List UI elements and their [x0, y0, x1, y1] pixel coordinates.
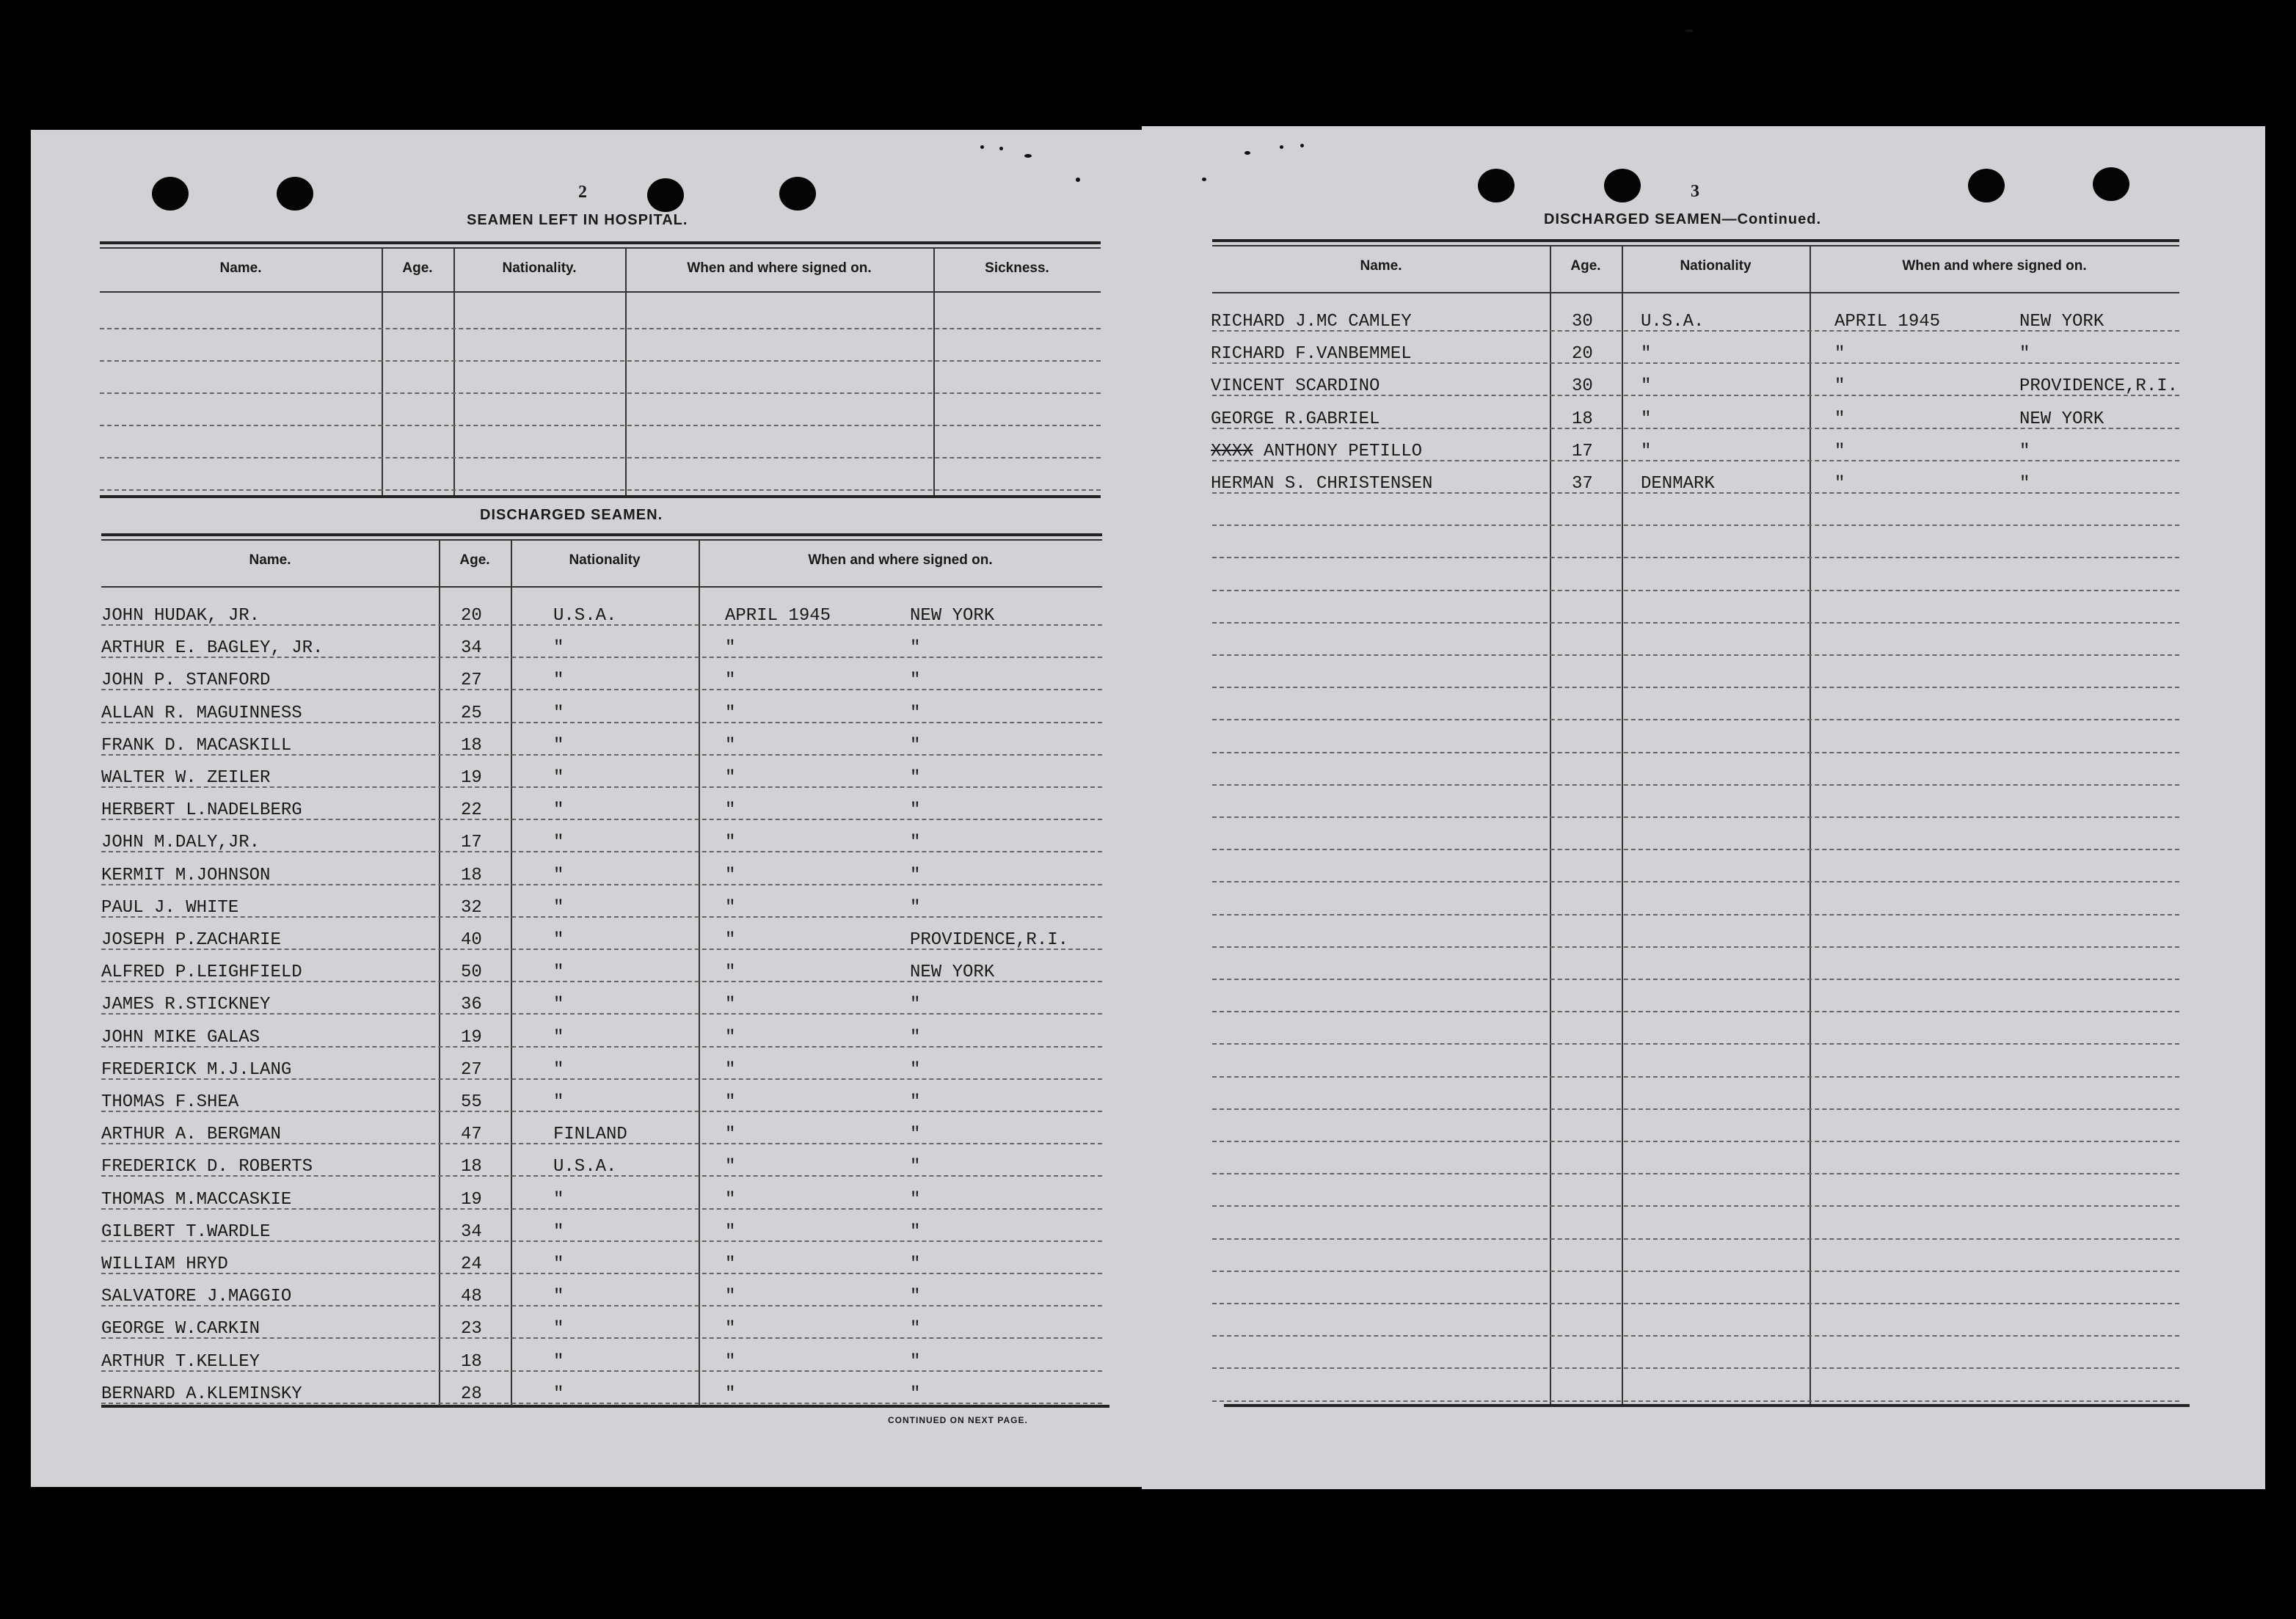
- signed-on-place: NEW YORK: [2019, 409, 2104, 429]
- discharged-header-rule: [101, 586, 1102, 588]
- continued-table-top-rule-2: [1212, 245, 2179, 246]
- seaman-name: SALVATORE J.MAGGIO: [101, 1287, 292, 1307]
- signed-on-date: ": [725, 962, 736, 983]
- signed-on-place: ": [910, 800, 921, 821]
- signed-on-place: ": [910, 1157, 921, 1177]
- seaman-nationality: ": [553, 735, 564, 756]
- ruled-line: [1212, 654, 2179, 656]
- ruled-line: [1212, 1205, 2179, 1207]
- signed-on-place: ": [2019, 441, 2030, 461]
- seaman-name: ARTHUR T.KELLEY: [101, 1351, 260, 1372]
- signed-on-date: ": [725, 1384, 736, 1404]
- signed-on-date: ": [725, 833, 736, 853]
- signed-on-date: ": [1834, 376, 1845, 397]
- seaman-name: HERBERT L.NADELBERG: [101, 800, 302, 821]
- ruled-line: [1212, 946, 2179, 948]
- signed-on-place: ": [910, 703, 921, 723]
- hospital-blank-line: [100, 425, 1101, 426]
- signed-on-date: ": [725, 930, 736, 950]
- hospital-col-name: Name.: [219, 260, 262, 276]
- scan-speck: [1300, 144, 1304, 147]
- seaman-age: 17: [461, 833, 482, 853]
- continued-col-divider: [1550, 246, 1551, 1404]
- continued-table-top-rule: [1212, 239, 2179, 242]
- hospital-col-when-where: When and where signed on.: [687, 260, 872, 276]
- seaman-nationality: U.S.A.: [553, 606, 617, 626]
- hospital-col-age: Age.: [402, 260, 433, 276]
- signed-on-place: ": [910, 1092, 921, 1112]
- seaman-name: JOHN HUDAK, JR.: [101, 606, 260, 626]
- scan-speck: [1076, 178, 1080, 182]
- signed-on-place: NEW YORK: [910, 962, 995, 983]
- continued-col-age: Age.: [1570, 258, 1601, 274]
- seaman-nationality: ": [553, 995, 564, 1015]
- ruled-line: [1212, 1043, 2179, 1045]
- signed-on-place: PROVIDENCE,R.I.: [910, 930, 1069, 950]
- continued-col-when-where: When and where signed on.: [1902, 258, 2087, 274]
- ruled-line: [1212, 752, 2179, 753]
- seaman-age: 19: [461, 1189, 482, 1210]
- signed-on-date: ": [725, 768, 736, 788]
- signed-on-date: ": [725, 1027, 736, 1048]
- signed-on-place: PROVIDENCE,R.I.: [2019, 376, 2179, 397]
- seaman-nationality: ": [553, 897, 564, 918]
- seaman-name: ARTHUR A. BERGMAN: [101, 1125, 281, 1145]
- signed-on-date: ": [725, 1059, 736, 1080]
- ruled-line: [1212, 1400, 2179, 1402]
- ruled-line: [1212, 525, 2179, 526]
- scan-speck: [1244, 151, 1250, 155]
- seaman-age: 27: [461, 1059, 482, 1080]
- seaman-name: FRANK D. MACASKILL: [101, 735, 292, 756]
- discharged-col-name: Name.: [249, 552, 291, 568]
- ruled-line: [101, 1273, 1102, 1274]
- seaman-age: 19: [461, 1027, 482, 1048]
- seaman-name: JAMES R.STICKNEY: [101, 995, 271, 1015]
- signed-on-place: ": [910, 1254, 921, 1274]
- signed-on-place: NEW YORK: [2019, 312, 2104, 332]
- signed-on-place: ": [910, 1351, 921, 1372]
- signed-on-date: ": [725, 735, 736, 756]
- seaman-name: FREDERICK D. ROBERTS: [101, 1157, 313, 1177]
- seaman-age: 24: [461, 1254, 482, 1274]
- signed-on-date: ": [725, 1157, 736, 1177]
- seaman-nationality: ": [553, 800, 564, 821]
- right-page: [1142, 126, 2265, 1489]
- ruled-line: [1212, 1335, 2179, 1337]
- hospital-blank-line: [100, 328, 1101, 329]
- signed-on-place: ": [910, 638, 921, 659]
- seaman-nationality: ": [553, 1384, 564, 1404]
- seaman-nationality: ": [553, 1092, 564, 1112]
- seaman-nationality: ": [1641, 441, 1652, 461]
- seaman-nationality: ": [553, 1319, 564, 1340]
- discharged-continued-title: DISCHARGED SEAMEN—Continued.: [1544, 211, 1821, 227]
- hospital-blank-line: [100, 489, 1101, 491]
- ruled-line: [1212, 881, 2179, 882]
- seaman-age: 30: [1572, 376, 1593, 397]
- seaman-nationality: ": [553, 638, 564, 659]
- ruled-line: [1212, 1303, 2179, 1304]
- signed-on-date: APRIL 1945: [725, 606, 831, 626]
- signed-on-date: ": [725, 865, 736, 885]
- seaman-age: 37: [1572, 474, 1593, 494]
- seaman-nationality: ": [553, 1221, 564, 1242]
- ruled-line: [1212, 622, 2179, 624]
- hospital-table-top-rule-2: [100, 247, 1101, 249]
- signed-on-place: ": [910, 1319, 921, 1340]
- signed-on-place: ": [910, 1287, 921, 1307]
- ruled-line: [1212, 1108, 2179, 1110]
- seaman-nationality: ": [1641, 409, 1652, 429]
- continued-header-rule: [1212, 292, 2179, 293]
- signed-on-date: ": [725, 670, 736, 691]
- hospital-col-nationality: Nationality.: [502, 260, 577, 276]
- ruled-line: [1212, 1173, 2179, 1174]
- seaman-name: ALLAN R. MAGUINNESS: [101, 703, 302, 723]
- hospital-blank-line: [100, 360, 1101, 362]
- seaman-nationality: ": [553, 930, 564, 950]
- continued-col-name: Name.: [1360, 258, 1402, 274]
- seaman-age: 17: [1572, 441, 1593, 461]
- seaman-age: 18: [461, 1351, 482, 1372]
- punch-hole: [647, 178, 684, 212]
- signed-on-date: APRIL 1945: [1834, 312, 1941, 332]
- signed-on-date: ": [725, 995, 736, 1015]
- signed-on-place: ": [2019, 474, 2030, 494]
- signed-on-date: ": [725, 1351, 736, 1372]
- seaman-name: ALFRED P.LEIGHFIELD: [101, 962, 302, 983]
- discharged-col-divider: [511, 541, 512, 1406]
- seaman-name: GILBERT T.WARDLE: [101, 1221, 271, 1242]
- hospital-blank-line: [100, 392, 1101, 394]
- discharged-col-nationality: Nationality: [569, 552, 641, 568]
- seaman-nationality: ": [1641, 376, 1652, 397]
- ruled-line: [1212, 1238, 2179, 1240]
- discharged-col-age: Age.: [459, 552, 490, 568]
- seaman-name: FREDERICK M.J.LANG: [101, 1059, 292, 1080]
- seaman-age: 22: [461, 800, 482, 821]
- left-page: [31, 130, 1142, 1487]
- seaman-age: 20: [1572, 344, 1593, 365]
- seaman-nationality: ": [553, 1254, 564, 1274]
- signed-on-date: ": [725, 1189, 736, 1210]
- signed-on-place: ": [910, 1384, 921, 1404]
- ruled-line: [1212, 557, 2179, 558]
- signed-on-date: ": [1834, 344, 1845, 365]
- ruled-line: [101, 916, 1102, 918]
- ruled-line: [1212, 1271, 2179, 1272]
- signed-on-place: ": [910, 897, 921, 918]
- seaman-name: RICHARD F.VANBEMMEL: [1211, 344, 1412, 365]
- seaman-age: 36: [461, 995, 482, 1015]
- discharged-col-divider: [699, 541, 700, 1406]
- struck-out-text: XXXX: [1211, 441, 1253, 461]
- seaman-nationality: U.S.A.: [553, 1157, 617, 1177]
- scan-speck: [1280, 145, 1283, 149]
- seaman-age: 19: [461, 768, 482, 788]
- discharged-table-bottom-rule: [101, 1405, 1109, 1408]
- seaman-nationality: ": [1641, 344, 1652, 365]
- seaman-nationality: ": [553, 1287, 564, 1307]
- seaman-name: ARTHUR E. BAGLEY, JR.: [101, 638, 324, 659]
- ruled-line: [1212, 1011, 2179, 1012]
- signed-on-place: ": [910, 865, 921, 885]
- signed-on-date: ": [725, 1319, 736, 1340]
- scan-speck: [999, 147, 1003, 150]
- continued-col-nationality: Nationality: [1680, 258, 1752, 274]
- hospital-col-sickness: Sickness.: [985, 260, 1049, 276]
- signed-on-place: ": [910, 768, 921, 788]
- seaman-name: GEORGE R.GABRIEL: [1211, 409, 1380, 429]
- seaman-name: HERMAN S. CHRISTENSEN: [1211, 474, 1433, 494]
- punch-hole: [152, 177, 189, 211]
- seaman-age: 48: [461, 1287, 482, 1307]
- punch-hole: [779, 177, 816, 211]
- seaman-name: WILLIAM HRYD: [101, 1254, 228, 1274]
- seaman-nationality: ": [553, 1189, 564, 1210]
- continued-col-divider: [1622, 246, 1623, 1404]
- seaman-name: THOMAS F.SHEA: [101, 1092, 239, 1112]
- seaman-nationality: DENMARK: [1641, 474, 1715, 494]
- signed-on-place: ": [2019, 344, 2030, 365]
- signed-on-place: ": [910, 670, 921, 691]
- ruled-line: [1212, 1141, 2179, 1142]
- continued-table-bottom-rule: [1224, 1404, 2190, 1407]
- signed-on-place: ": [910, 1189, 921, 1210]
- seaman-name: BERNARD A.KLEMINSKY: [101, 1384, 302, 1404]
- signed-on-date: ": [725, 897, 736, 918]
- seaman-nationality: U.S.A.: [1641, 312, 1705, 332]
- seaman-age: 34: [461, 1221, 482, 1242]
- discharged-section-title: DISCHARGED SEAMEN.: [480, 507, 663, 523]
- punch-hole: [277, 177, 313, 211]
- hospital-table-bottom-rule: [100, 495, 1101, 498]
- seaman-name: GEORGE W.CARKIN: [101, 1319, 260, 1340]
- hospital-header-rule: [100, 291, 1101, 293]
- ruled-line: [1212, 687, 2179, 688]
- discharged-table-top-rule-2: [101, 539, 1102, 541]
- signed-on-place: ": [910, 1027, 921, 1048]
- signed-on-date: ": [725, 1125, 736, 1145]
- seaman-name: WALTER W. ZEILER: [101, 768, 271, 788]
- seaman-nationality: FINLAND: [553, 1125, 627, 1145]
- seaman-nationality: ": [553, 703, 564, 723]
- scan-speck: [1024, 154, 1032, 158]
- seaman-age: 47: [461, 1125, 482, 1145]
- seaman-age: 30: [1572, 312, 1593, 332]
- seaman-name: ANTHONY PETILLO: [1264, 441, 1423, 461]
- seaman-nationality: ": [553, 865, 564, 885]
- seaman-nationality: ": [553, 1059, 564, 1080]
- seaman-age: 32: [461, 897, 482, 918]
- signed-on-date: ": [725, 1092, 736, 1112]
- seaman-age: 20: [461, 606, 482, 626]
- hospital-section-title: SEAMEN LEFT IN HOSPITAL.: [467, 212, 688, 228]
- signed-on-date: ": [725, 638, 736, 659]
- seaman-age: 18: [1572, 409, 1593, 429]
- seaman-age: 27: [461, 670, 482, 691]
- signed-on-date: ": [1834, 441, 1845, 461]
- seaman-nationality: ": [553, 768, 564, 788]
- punch-hole: [1968, 169, 2005, 202]
- discharged-col-divider: [439, 541, 440, 1406]
- hospital-table-top-rule: [100, 241, 1101, 244]
- signed-on-date: ": [725, 703, 736, 723]
- punch-hole: [1604, 169, 1641, 202]
- seaman-name: JOHN P. STANFORD: [101, 670, 271, 691]
- ruled-line: [1212, 1076, 2179, 1078]
- signed-on-place: ": [910, 833, 921, 853]
- scan-speck: [980, 145, 984, 149]
- seaman-age: 34: [461, 638, 482, 659]
- hospital-blank-line: [100, 457, 1101, 458]
- scan-speck: [1685, 29, 1694, 32]
- ruled-line: [1212, 914, 2179, 916]
- seaman-name: VINCENT SCARDINO: [1211, 376, 1380, 397]
- seaman-age: 55: [461, 1092, 482, 1112]
- seaman-age: 25: [461, 703, 482, 723]
- ruled-line: [1212, 979, 2179, 980]
- ruled-line: [1212, 784, 2179, 786]
- seaman-nationality: ": [553, 1027, 564, 1048]
- signed-on-place: NEW YORK: [910, 606, 995, 626]
- signed-on-place: ": [910, 735, 921, 756]
- continued-footnote: CONTINUED ON NEXT PAGE.: [888, 1415, 1028, 1425]
- signed-on-date: ": [725, 800, 736, 821]
- seaman-nationality: ": [553, 670, 564, 691]
- seaman-age: 18: [461, 735, 482, 756]
- seaman-name: RICHARD J.MC CAMLEY: [1211, 312, 1412, 332]
- seaman-age: 40: [461, 930, 482, 950]
- signed-on-date: ": [725, 1221, 736, 1242]
- page-number: 3: [1691, 182, 1699, 201]
- ruled-line: [1212, 590, 2179, 591]
- seaman-nationality: ": [553, 1351, 564, 1372]
- continued-col-divider: [1810, 246, 1811, 1404]
- seaman-name: JOSEPH P.ZACHARIE: [101, 930, 281, 950]
- seaman-name: JOHN M.DALY,JR.: [101, 833, 260, 853]
- ruled-line: [1212, 1367, 2179, 1369]
- signed-on-place: ": [910, 995, 921, 1015]
- ruled-line: [1212, 816, 2179, 818]
- signed-on-date: ": [1834, 474, 1845, 494]
- signed-on-date: ": [725, 1254, 736, 1274]
- seaman-age: 18: [461, 1157, 482, 1177]
- seaman-age: 28: [461, 1384, 482, 1404]
- ruled-line: [1212, 719, 2179, 720]
- signed-on-date: ": [725, 1287, 736, 1307]
- signed-on-date: ": [1834, 409, 1845, 429]
- seaman-name: JOHN MIKE GALAS: [101, 1027, 260, 1048]
- seaman-nationality: ": [553, 833, 564, 853]
- punch-hole: [2093, 167, 2129, 201]
- seaman-nationality: ": [553, 962, 564, 983]
- seaman-age: 18: [461, 865, 482, 885]
- ruled-line: [1212, 849, 2179, 850]
- ruled-line: [101, 1111, 1102, 1112]
- seaman-age: 23: [461, 1319, 482, 1340]
- page-number: 2: [578, 183, 587, 202]
- seaman-name: KERMIT M.JOHNSON: [101, 865, 271, 885]
- punch-hole: [1478, 169, 1515, 202]
- seaman-name: PAUL J. WHITE: [101, 897, 239, 918]
- signed-on-place: ": [910, 1221, 921, 1242]
- signed-on-place: ": [910, 1059, 921, 1080]
- scan-speck: [1202, 178, 1206, 181]
- discharged-table-top-rule: [101, 533, 1102, 536]
- seaman-name: THOMAS M.MACCASKIE: [101, 1189, 292, 1210]
- signed-on-place: ": [910, 1125, 921, 1145]
- seaman-age: 50: [461, 962, 482, 983]
- discharged-col-when-where: When and where signed on.: [808, 552, 993, 568]
